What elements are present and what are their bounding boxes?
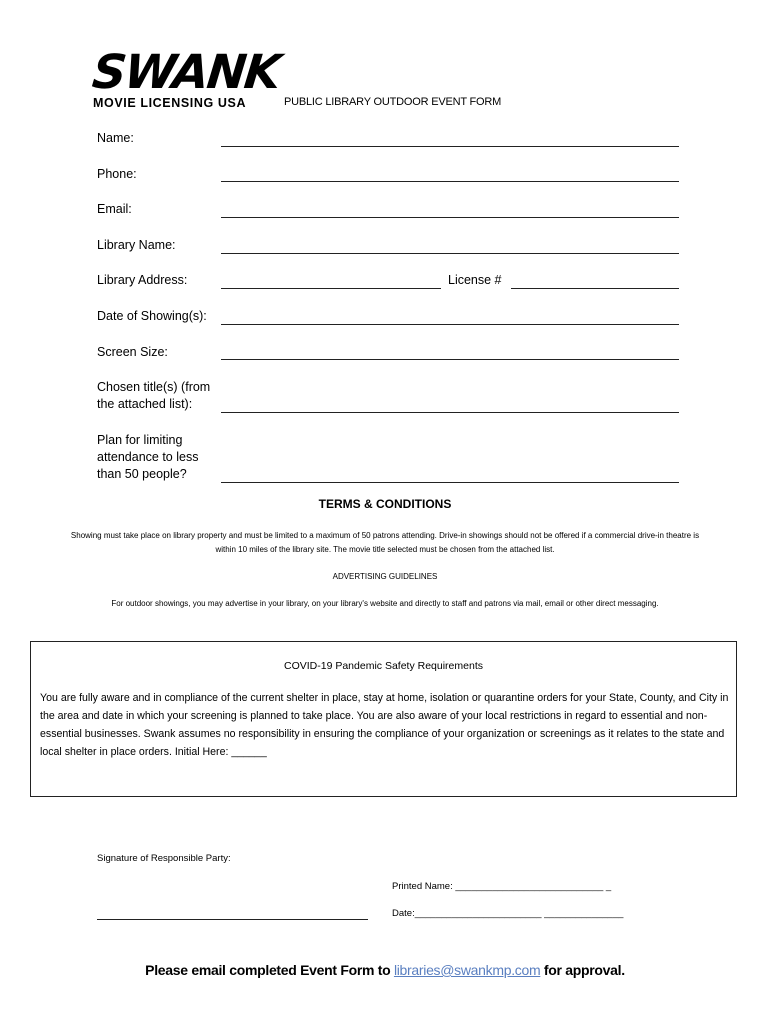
signature-line[interactable] xyxy=(97,919,368,920)
footer-instructions xyxy=(0,962,770,978)
logo-subtitle: MOVIE LICENSING USA xyxy=(93,96,247,110)
name-field[interactable] xyxy=(221,146,679,147)
screen-size-field[interactable] xyxy=(221,359,679,360)
terms-text: Showing must take place on library property and must be limited to a maximum of 50 patrons attending. Drive-in showings should not be offered if a commercial drive-in theatre is within 10 miles of the library site. The movie title selected must be chosen from the attached list. xyxy=(70,531,700,554)
email-link[interactable]: libraries@swankmp.com xyxy=(393,962,541,978)
email-label: Email: xyxy=(97,202,132,216)
license-label: License # xyxy=(448,273,502,287)
date-field[interactable]: Date:________________________ _______________ xyxy=(392,908,624,919)
advertising-heading: ADVERTISING GUIDELINES xyxy=(332,572,438,581)
signature-label: Signature of Responsible Party: xyxy=(97,853,231,864)
advertising-text: For outdoor showings, you may advertise in your library, on your library's website and directly to staff and patrons via mail, email or other direct messaging. xyxy=(111,599,659,608)
chosen-titles-label: Chosen title(s) (from the attached list): xyxy=(97,380,211,411)
plan-limiting-label: Plan for limiting attendance to less than 50 people? xyxy=(97,433,199,481)
covid-box xyxy=(30,641,737,797)
phone-field[interactable] xyxy=(221,181,679,182)
phone-label: Phone: xyxy=(97,167,137,181)
library-address-label: Library Address: xyxy=(97,273,188,287)
chosen-titles-field[interactable] xyxy=(221,412,679,413)
name-label: Name: xyxy=(97,131,134,145)
library-name-field[interactable] xyxy=(221,253,679,254)
covid-title: COVID-19 Pandemic Safety Requirements xyxy=(283,660,483,672)
screen-size-label: Screen Size: xyxy=(97,345,168,359)
date-of-showing-field[interactable] xyxy=(221,324,679,325)
printed-name-field[interactable]: Printed Name: ____________________________ _ xyxy=(392,881,612,892)
terms-heading: TERMS & CONDITIONS xyxy=(318,497,452,511)
library-name-label: Library Name: xyxy=(97,238,176,252)
email-field[interactable] xyxy=(221,217,679,218)
plan-limiting-field[interactable] xyxy=(221,482,679,483)
footer-prefix: Please email completed Event Form to xyxy=(145,962,394,978)
swank-logo: SWANK xyxy=(89,45,282,100)
covid-body: You are fully aware and in compliance of the current shelter in place, stay at home, isolation or quarantine orders for your State, County, and City in the area and date in which your screening is planned to take place. You are also aware of your local restrictions in regard to essential and non-essential businesses. Swank assumes no responsibility in ensuring the compliance of your organization or screenings as it relates to the state and local shelter in place orders. Initial Here: ______ xyxy=(40,692,729,758)
form-title: PUBLIC LIBRARY OUTDOOR EVENT FORM xyxy=(284,96,502,108)
license-field[interactable] xyxy=(511,288,679,289)
library-address-field[interactable] xyxy=(221,288,441,289)
footer-suffix: for approval. xyxy=(540,962,625,978)
date-of-showing-label: Date of Showing(s): xyxy=(97,309,207,323)
